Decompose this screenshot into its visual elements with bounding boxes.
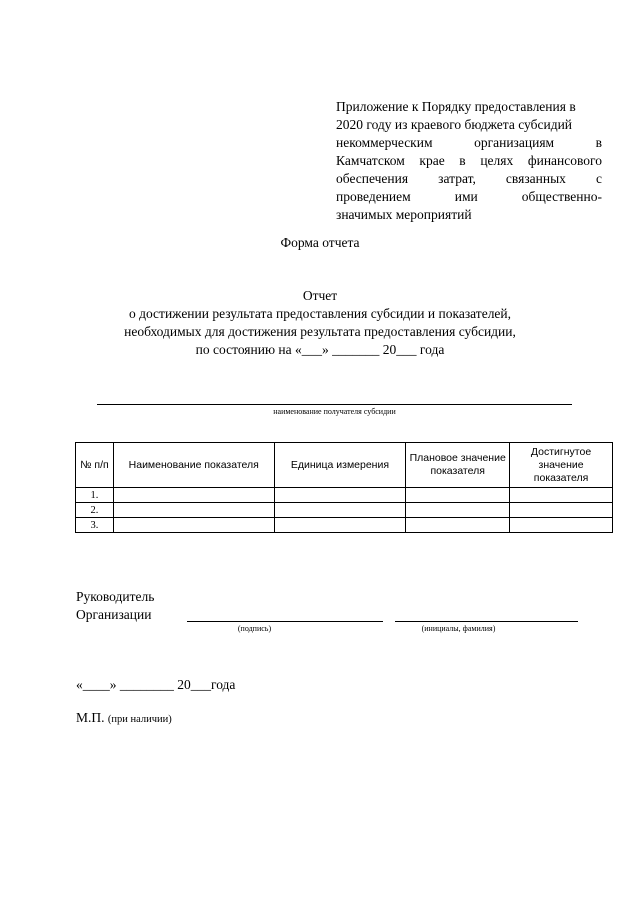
cell-indicator-name[interactable] (113, 518, 274, 533)
stamp-note: (при наличии) (107, 714, 172, 725)
cell-achieved-value[interactable] (510, 488, 613, 503)
cell-unit[interactable] (274, 488, 406, 503)
appendix-line: Камчатском крае в целях финансового (336, 153, 602, 168)
stamp-label: М.П. (76, 710, 105, 725)
head-label-line: Организации (76, 607, 152, 622)
cell-achieved-value[interactable] (510, 518, 613, 533)
row-number: 1. (76, 488, 114, 503)
appendix-line: 2020 году из краевого бюджета субсидий (336, 117, 573, 132)
appendix-line: Приложение к Порядку предоставления в (336, 99, 576, 114)
table-header-row (76, 443, 613, 488)
signature-line[interactable] (187, 621, 383, 622)
cell-unit[interactable] (274, 503, 406, 518)
cell-indicator-name[interactable] (113, 503, 274, 518)
table-row (76, 488, 613, 503)
head-label-line: Руководитель (76, 589, 155, 604)
name-line[interactable] (395, 621, 578, 622)
title-line: Отчет (302, 288, 338, 303)
appendix-line: обеспечения затрат, связанных с (336, 171, 602, 186)
appendix-line: некоммерческим организациям в (336, 135, 602, 150)
title-line: необходимых для достижения результата предоставления субсидии, (124, 324, 516, 339)
cell-planned-value[interactable] (406, 488, 510, 503)
row-number: 3. (76, 518, 114, 533)
table-row (76, 518, 613, 533)
indicators-table (75, 442, 613, 533)
signature-caption: (подпись) (237, 624, 272, 633)
header-unit: Единица измерения (274, 443, 406, 488)
recipient-caption: наименование получателя субсидии (273, 407, 396, 416)
title-line: по состоянию на «___» _______ 20___ года (195, 342, 445, 357)
cell-planned-value[interactable] (406, 518, 510, 533)
table-row (76, 503, 613, 518)
report-title (60, 287, 580, 359)
appendix-note (336, 98, 602, 224)
header-number: № п/п (76, 443, 114, 488)
header-achieved-value: Достигнутое значение показателя (510, 443, 613, 488)
name-caption: (инициалы, фамилия) (421, 624, 496, 633)
cell-unit[interactable] (274, 518, 406, 533)
title-line: о достижении результата предоставления субсидии и показателей, (128, 306, 512, 321)
header-planned-value: Плановое значение показателя (406, 443, 510, 488)
cell-planned-value[interactable] (406, 503, 510, 518)
cell-indicator-name[interactable] (113, 488, 274, 503)
header-indicator-name: Наименование показателя (113, 443, 274, 488)
recipient-name-line[interactable] (97, 404, 572, 405)
head-of-organization-label (76, 588, 154, 624)
appendix-line: проведением ими общественно- (336, 189, 602, 204)
stamp-place (76, 710, 172, 726)
row-number: 2. (76, 503, 114, 518)
form-label: Форма отчета (280, 235, 360, 250)
date-line: «____» ________ 20___года (76, 677, 236, 692)
appendix-line: значимых мероприятий (336, 207, 472, 222)
cell-achieved-value[interactable] (510, 503, 613, 518)
